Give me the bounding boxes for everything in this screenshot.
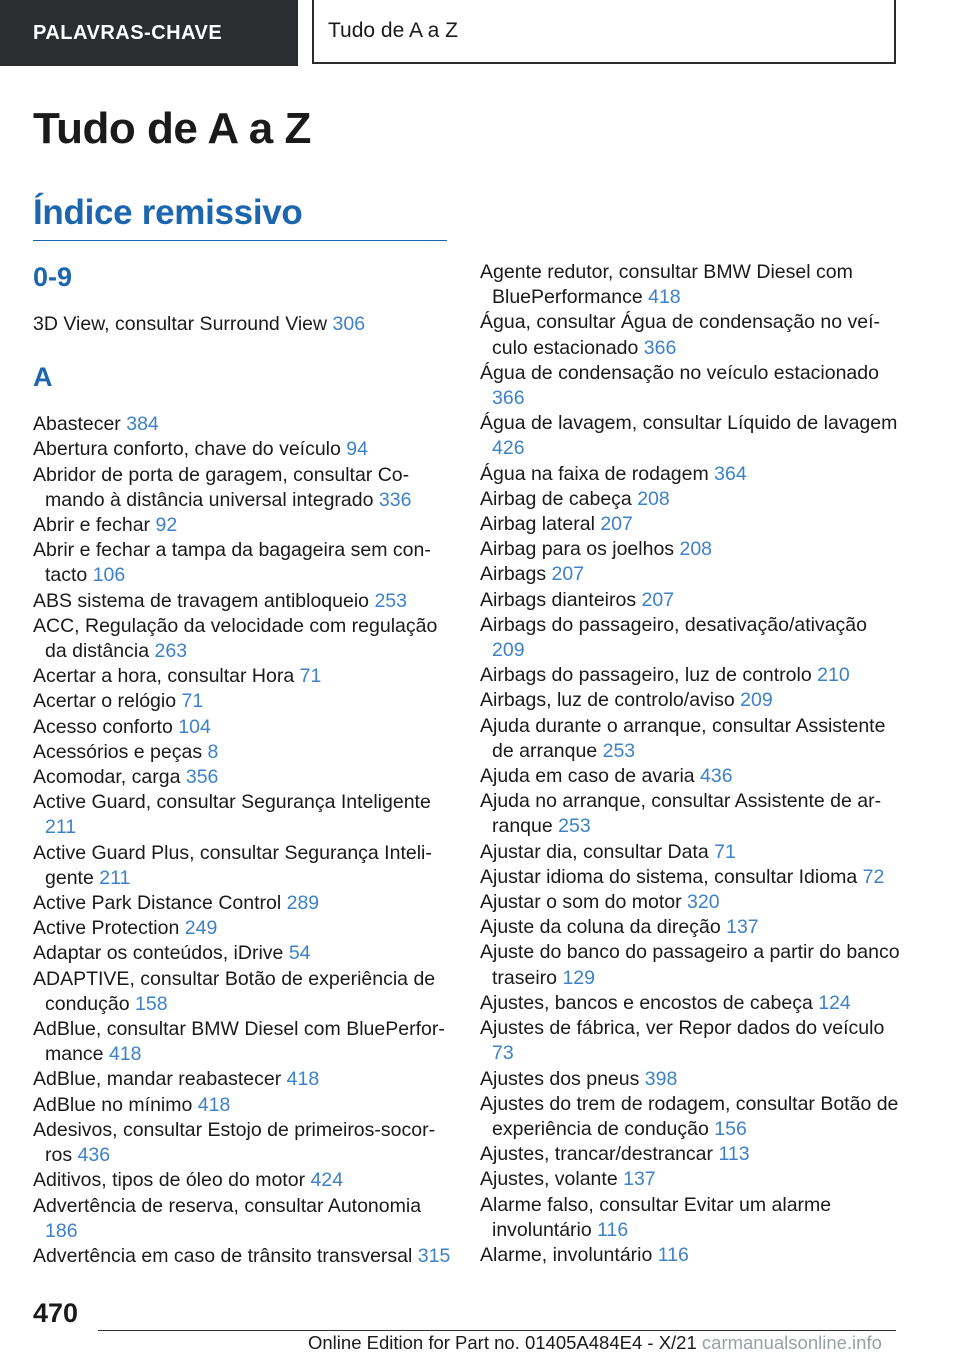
index-entry-term: Ajustar o som do motor — [480, 891, 682, 914]
index-entry-term: AdBlue, mandar reabastecer — [33, 1068, 282, 1091]
index-entry-page-link[interactable]: 398 — [644, 1067, 678, 1090]
index-entry-term: Acertar o relógio — [33, 690, 177, 713]
index-entry-page-link[interactable]: 253 — [602, 739, 636, 762]
index-entry-page-link[interactable]: 418 — [286, 1068, 320, 1091]
index-entry-page-link[interactable]: 211 — [99, 866, 131, 889]
index-entry[interactable] — [480, 1067, 900, 1092]
index-entry-page-link[interactable]: 426 — [492, 437, 525, 460]
index-entry-term: Airbags do passageiro, desativação/ativação — [480, 613, 867, 636]
index-entry[interactable] — [33, 538, 451, 588]
index-entry-page-link[interactable]: 209 — [740, 689, 773, 712]
index-list-a-continued — [480, 260, 900, 1268]
index-entry-term: Airbags do passageiro, luz de controlo — [480, 664, 812, 687]
index-entry-page-link[interactable]: 104 — [178, 715, 211, 738]
index-entry-page-link[interactable]: 211 — [45, 816, 77, 839]
index-entry[interactable] — [33, 1194, 451, 1244]
index-entry-term: Advertência em caso de trânsito transversal — [33, 1244, 413, 1267]
index-entry[interactable] — [480, 1092, 900, 1142]
section-breadcrumb[interactable]: Tudo de A a Z — [312, 0, 896, 64]
index-entry-page-link[interactable]: 418 — [108, 1043, 142, 1066]
index-entry-term: Água de condensação no veículo estacionado — [480, 361, 879, 384]
index-entry-page-link[interactable]: 116 — [657, 1243, 689, 1266]
index-entry-page-link[interactable]: 208 — [637, 487, 670, 510]
index-entry-term: Ajustar dia, consultar Data — [480, 840, 709, 863]
index-entry-page-link[interactable]: 207 — [641, 588, 675, 611]
index-entry-term: Acertar a hora, consultar Hora — [33, 665, 295, 688]
index-entry-page-link[interactable]: 209 — [492, 639, 525, 662]
index-entry[interactable] — [480, 764, 900, 789]
index-entry-term: AdBlue no mínimo — [33, 1093, 193, 1116]
index-entry[interactable] — [480, 588, 900, 613]
index-entry[interactable] — [33, 790, 451, 840]
index-entry-term: Água na faixa de rodagem — [480, 462, 709, 485]
index-entry-page-link[interactable]: 208 — [679, 538, 713, 561]
index-entry-page-link[interactable]: 384 — [126, 413, 159, 436]
index-entry-page-link[interactable]: 72 — [862, 865, 885, 888]
index-entry-term: Acessórios e peças — [33, 740, 203, 763]
index-entry-page-link[interactable]: 73 — [492, 1042, 514, 1065]
index-entry-page-link[interactable]: 253 — [558, 815, 591, 838]
index-entry-page-link[interactable]: 186 — [45, 1219, 78, 1242]
section-title: Índice remissivo — [33, 193, 303, 232]
index-entry-term: Alarme, involuntário — [480, 1243, 653, 1266]
index-entry[interactable] — [480, 789, 900, 839]
index-entry-term: Airbag de cabeça — [480, 487, 632, 510]
index-entry-page-link[interactable]: 418 — [648, 286, 681, 309]
index-entry-term: Abertura conforto, chave do veículo — [33, 438, 341, 461]
index-entry[interactable] — [33, 1244, 451, 1269]
index-entry[interactable] — [33, 740, 451, 765]
index-entry[interactable] — [480, 940, 900, 990]
index-entry-page-link[interactable]: 106 — [92, 564, 126, 587]
index-entry-page-link[interactable]: 156 — [714, 1117, 747, 1140]
index-entry[interactable] — [480, 915, 900, 940]
footer-edition — [308, 1332, 882, 1354]
index-entry[interactable] — [33, 941, 451, 966]
index-entry[interactable] — [480, 1142, 900, 1167]
index-entry-page-link[interactable]: 418 — [197, 1093, 231, 1116]
index-entry-term: Airbags, luz de controlo/aviso — [480, 689, 735, 712]
index-entry[interactable] — [33, 1067, 451, 1092]
page-title: Tudo de A a Z — [33, 104, 311, 153]
index-column-left — [33, 260, 451, 1269]
index-entry-term: Ajustes, volante — [480, 1168, 618, 1191]
index-entry[interactable] — [480, 1243, 900, 1268]
index-entry[interactable] — [33, 437, 451, 462]
index-entry[interactable] — [33, 916, 451, 941]
letter-heading-0-9: 0-9 — [33, 262, 73, 292]
index-entry-term: Ajustes, trancar/destrancar — [480, 1143, 714, 1166]
index-list-0-9 — [33, 312, 451, 337]
index-entry[interactable] — [33, 891, 451, 916]
index-entry[interactable] — [480, 663, 900, 688]
index-entry-page-link[interactable]: 137 — [623, 1168, 656, 1191]
index-entry-page-link[interactable]: 116 — [597, 1218, 629, 1241]
index-entry[interactable] — [480, 1016, 900, 1066]
index-entry-page-link[interactable]: 113 — [718, 1143, 750, 1166]
index-entry[interactable] — [33, 841, 451, 891]
index-entry-term: Abrir e fechar — [33, 514, 151, 537]
index-entry-page-link[interactable]: 366 — [643, 336, 677, 359]
letter-heading-a: A — [33, 362, 53, 393]
footer-divider — [98, 1330, 896, 1331]
page-number: 470 — [33, 1298, 79, 1328]
index-entry-page-link[interactable]: 124 — [818, 991, 851, 1014]
index-entry-term: Abrir e fechar a tampa da bagageira sem contacto — [33, 539, 431, 587]
index-entry-term: Active Guard, consultar Segurança Inteligente — [33, 791, 431, 814]
index-entry-term: Ajuste do banco do passageiro a partir do banco traseiro — [480, 941, 900, 989]
index-entry-term: Adaptar os conteúdos, iDrive — [33, 942, 284, 965]
index-entry-page-link[interactable]: 54 — [288, 942, 311, 965]
index-entry[interactable] — [480, 688, 900, 713]
index-entry-term: Ajustes do trem de rodagem, consultar Botão de experiência de condução — [480, 1092, 899, 1140]
index-entry[interactable] — [33, 715, 451, 740]
index-entry-term: Advertência de reserva, consultar Autonomia — [33, 1194, 422, 1217]
index-entry-term: Active Park Distance Control — [33, 892, 282, 915]
index-entry[interactable] — [33, 1017, 451, 1067]
index-entry[interactable] — [33, 412, 451, 437]
index-entry-page-link[interactable]: 129 — [562, 966, 595, 989]
index-entry[interactable] — [33, 463, 451, 513]
index-entry[interactable] — [480, 512, 900, 537]
index-entry-term: Ajustes dos pneus — [480, 1067, 640, 1090]
index-entry-term: Água, consultar Água de condensação no veículo estacionado — [480, 311, 881, 359]
index-entry[interactable] — [33, 765, 451, 790]
index-entry-term: ADAPTIVE, consultar Botão de experiência de condução — [33, 967, 436, 1015]
index-entry[interactable] — [480, 537, 900, 562]
index-entry-term: Ajuda em caso de avaria — [480, 765, 695, 788]
index-entry[interactable] — [33, 1168, 451, 1193]
index-entry-term: Acesso conforto — [33, 715, 173, 738]
index-entry-term: Ajuda durante o arranque, consultar Assistente de arranque — [480, 714, 886, 762]
edition-text: Online Edition for Part no. 01405A484E4 - X/21 — [308, 1332, 697, 1353]
index-entry[interactable] — [480, 865, 900, 890]
index-entry-page-link[interactable]: 366 — [492, 387, 525, 410]
index-entry-term: ACC, Regulação da velocidade com regulação da distância — [33, 614, 438, 663]
index-entry[interactable] — [480, 260, 900, 310]
index-entry[interactable] — [33, 967, 451, 1017]
index-entry-page-link[interactable]: 424 — [310, 1169, 344, 1192]
index-entry[interactable] — [480, 840, 900, 865]
index-column-right — [480, 260, 900, 1268]
index-entry[interactable] — [33, 1118, 451, 1168]
index-entry[interactable] — [33, 664, 451, 689]
index-entry-page-link[interactable]: 71 — [714, 840, 736, 863]
index-entry-term: Airbags dianteiros — [480, 588, 637, 611]
section-divider — [33, 240, 447, 241]
index-entry-term: Airbag para os joelhos — [480, 538, 675, 561]
index-entry-page-link[interactable]: 210 — [817, 664, 850, 687]
index-entry-page-link[interactable]: 92 — [155, 514, 178, 537]
index-entry-term: Ajustes, bancos e encostos de cabeça — [480, 991, 813, 1014]
index-entry-term: 3D View, consultar Surround View — [33, 313, 328, 335]
index-entry[interactable] — [480, 411, 900, 461]
index-entry-term: Aditivos, tipos de óleo do motor — [33, 1169, 306, 1192]
chapter-tab[interactable]: PALAVRAS-CHAVE — [0, 0, 298, 66]
page-header — [0, 0, 960, 66]
index-entry-term: AdBlue, consultar BMW Diesel com BluePerformance — [33, 1018, 445, 1066]
index-entry-page-link[interactable]: 289 — [286, 892, 320, 915]
index-entry-term: Airbag lateral — [480, 513, 595, 536]
index-entry-page-link[interactable]: 364 — [714, 462, 747, 485]
index-entry[interactable] — [480, 714, 900, 764]
index-entry-term: Active Protection — [33, 917, 180, 940]
index-entry-page-link[interactable]: 263 — [154, 640, 188, 663]
index-entry-term: Abridor de porta de garagem, consultar Comando à distância universal integrado — [33, 463, 410, 511]
index-entry[interactable] — [480, 562, 900, 587]
index-entry[interactable] — [33, 312, 451, 337]
index-entry[interactable] — [480, 890, 900, 915]
index-entry[interactable] — [480, 361, 900, 411]
index-entry[interactable] — [480, 487, 900, 512]
index-entry-page-link[interactable]: 158 — [135, 992, 168, 1015]
index-entry[interactable] — [480, 310, 900, 360]
index-entry[interactable] — [33, 689, 451, 714]
index-entry-term: Abastecer — [33, 413, 121, 436]
index-entry-term: Ajuste da coluna da direção — [480, 916, 721, 939]
index-entry[interactable] — [480, 991, 900, 1016]
index-entry-page-link[interactable]: 436 — [700, 765, 733, 788]
index-entry-term: Agente redutor, consultar BMW Diesel com BluePerformance — [480, 261, 853, 309]
index-entry-page-link[interactable]: 137 — [726, 916, 759, 939]
index-entry-page-link[interactable]: 436 — [77, 1144, 111, 1167]
index-entry[interactable] — [480, 613, 900, 663]
index-entry-page-link[interactable]: 356 — [185, 766, 219, 789]
index-entry[interactable] — [480, 1193, 900, 1243]
index-entry[interactable] — [33, 1093, 451, 1118]
index-entry-term: Ajustar idioma do sistema, consultar Idioma — [480, 865, 858, 888]
index-entry-term: Água de lavagem, consultar Líquido de lavagem — [480, 412, 898, 435]
index-entry[interactable] — [33, 614, 451, 664]
watermark-text: carmanualsonline.info — [701, 1332, 882, 1353]
index-entry-term: Acomodar, carga — [33, 766, 181, 789]
index-entry-page-link[interactable]: 207 — [600, 513, 633, 536]
index-entry-term: ABS sistema de travagem antibloqueio — [33, 589, 370, 612]
index-entry-page-link[interactable]: 94 — [346, 438, 368, 461]
index-entry-term: Ajustes de fábrica, ver Repor dados do veículo — [480, 1017, 885, 1040]
index-entry-page-link[interactable]: 306 — [332, 313, 366, 335]
index-entry-page-link[interactable]: 71 — [299, 665, 322, 688]
index-entry-term: Active Guard Plus, consultar Segurança Inteligente — [33, 841, 432, 889]
index-entry-page-link[interactable]: 71 — [181, 690, 204, 713]
index-entry-page-link[interactable]: 336 — [378, 488, 412, 511]
index-entry-page-link[interactable]: 8 — [207, 740, 219, 763]
index-entry-term: Adesivos, consultar Estojo de primeiros-socorros — [33, 1118, 436, 1167]
index-list-a — [33, 412, 451, 1269]
index-entry-page-link[interactable]: 253 — [374, 589, 407, 612]
index-entry-page-link[interactable]: 249 — [184, 917, 218, 940]
index-entry[interactable] — [33, 513, 451, 538]
index-entry[interactable] — [480, 1167, 900, 1192]
index-entry-page-link[interactable]: 207 — [551, 563, 585, 586]
index-entry[interactable] — [33, 589, 451, 614]
index-entry[interactable] — [480, 462, 900, 487]
index-entry-term: Alarme falso, consultar Evitar um alarme involuntário — [480, 1193, 832, 1241]
index-entry-term: Ajuda no arranque, consultar Assistente de arranque — [480, 790, 882, 838]
index-entry-page-link[interactable]: 320 — [687, 891, 720, 914]
index-entry-page-link[interactable]: 315 — [417, 1244, 451, 1267]
index-entry-term: Airbags — [480, 563, 547, 586]
